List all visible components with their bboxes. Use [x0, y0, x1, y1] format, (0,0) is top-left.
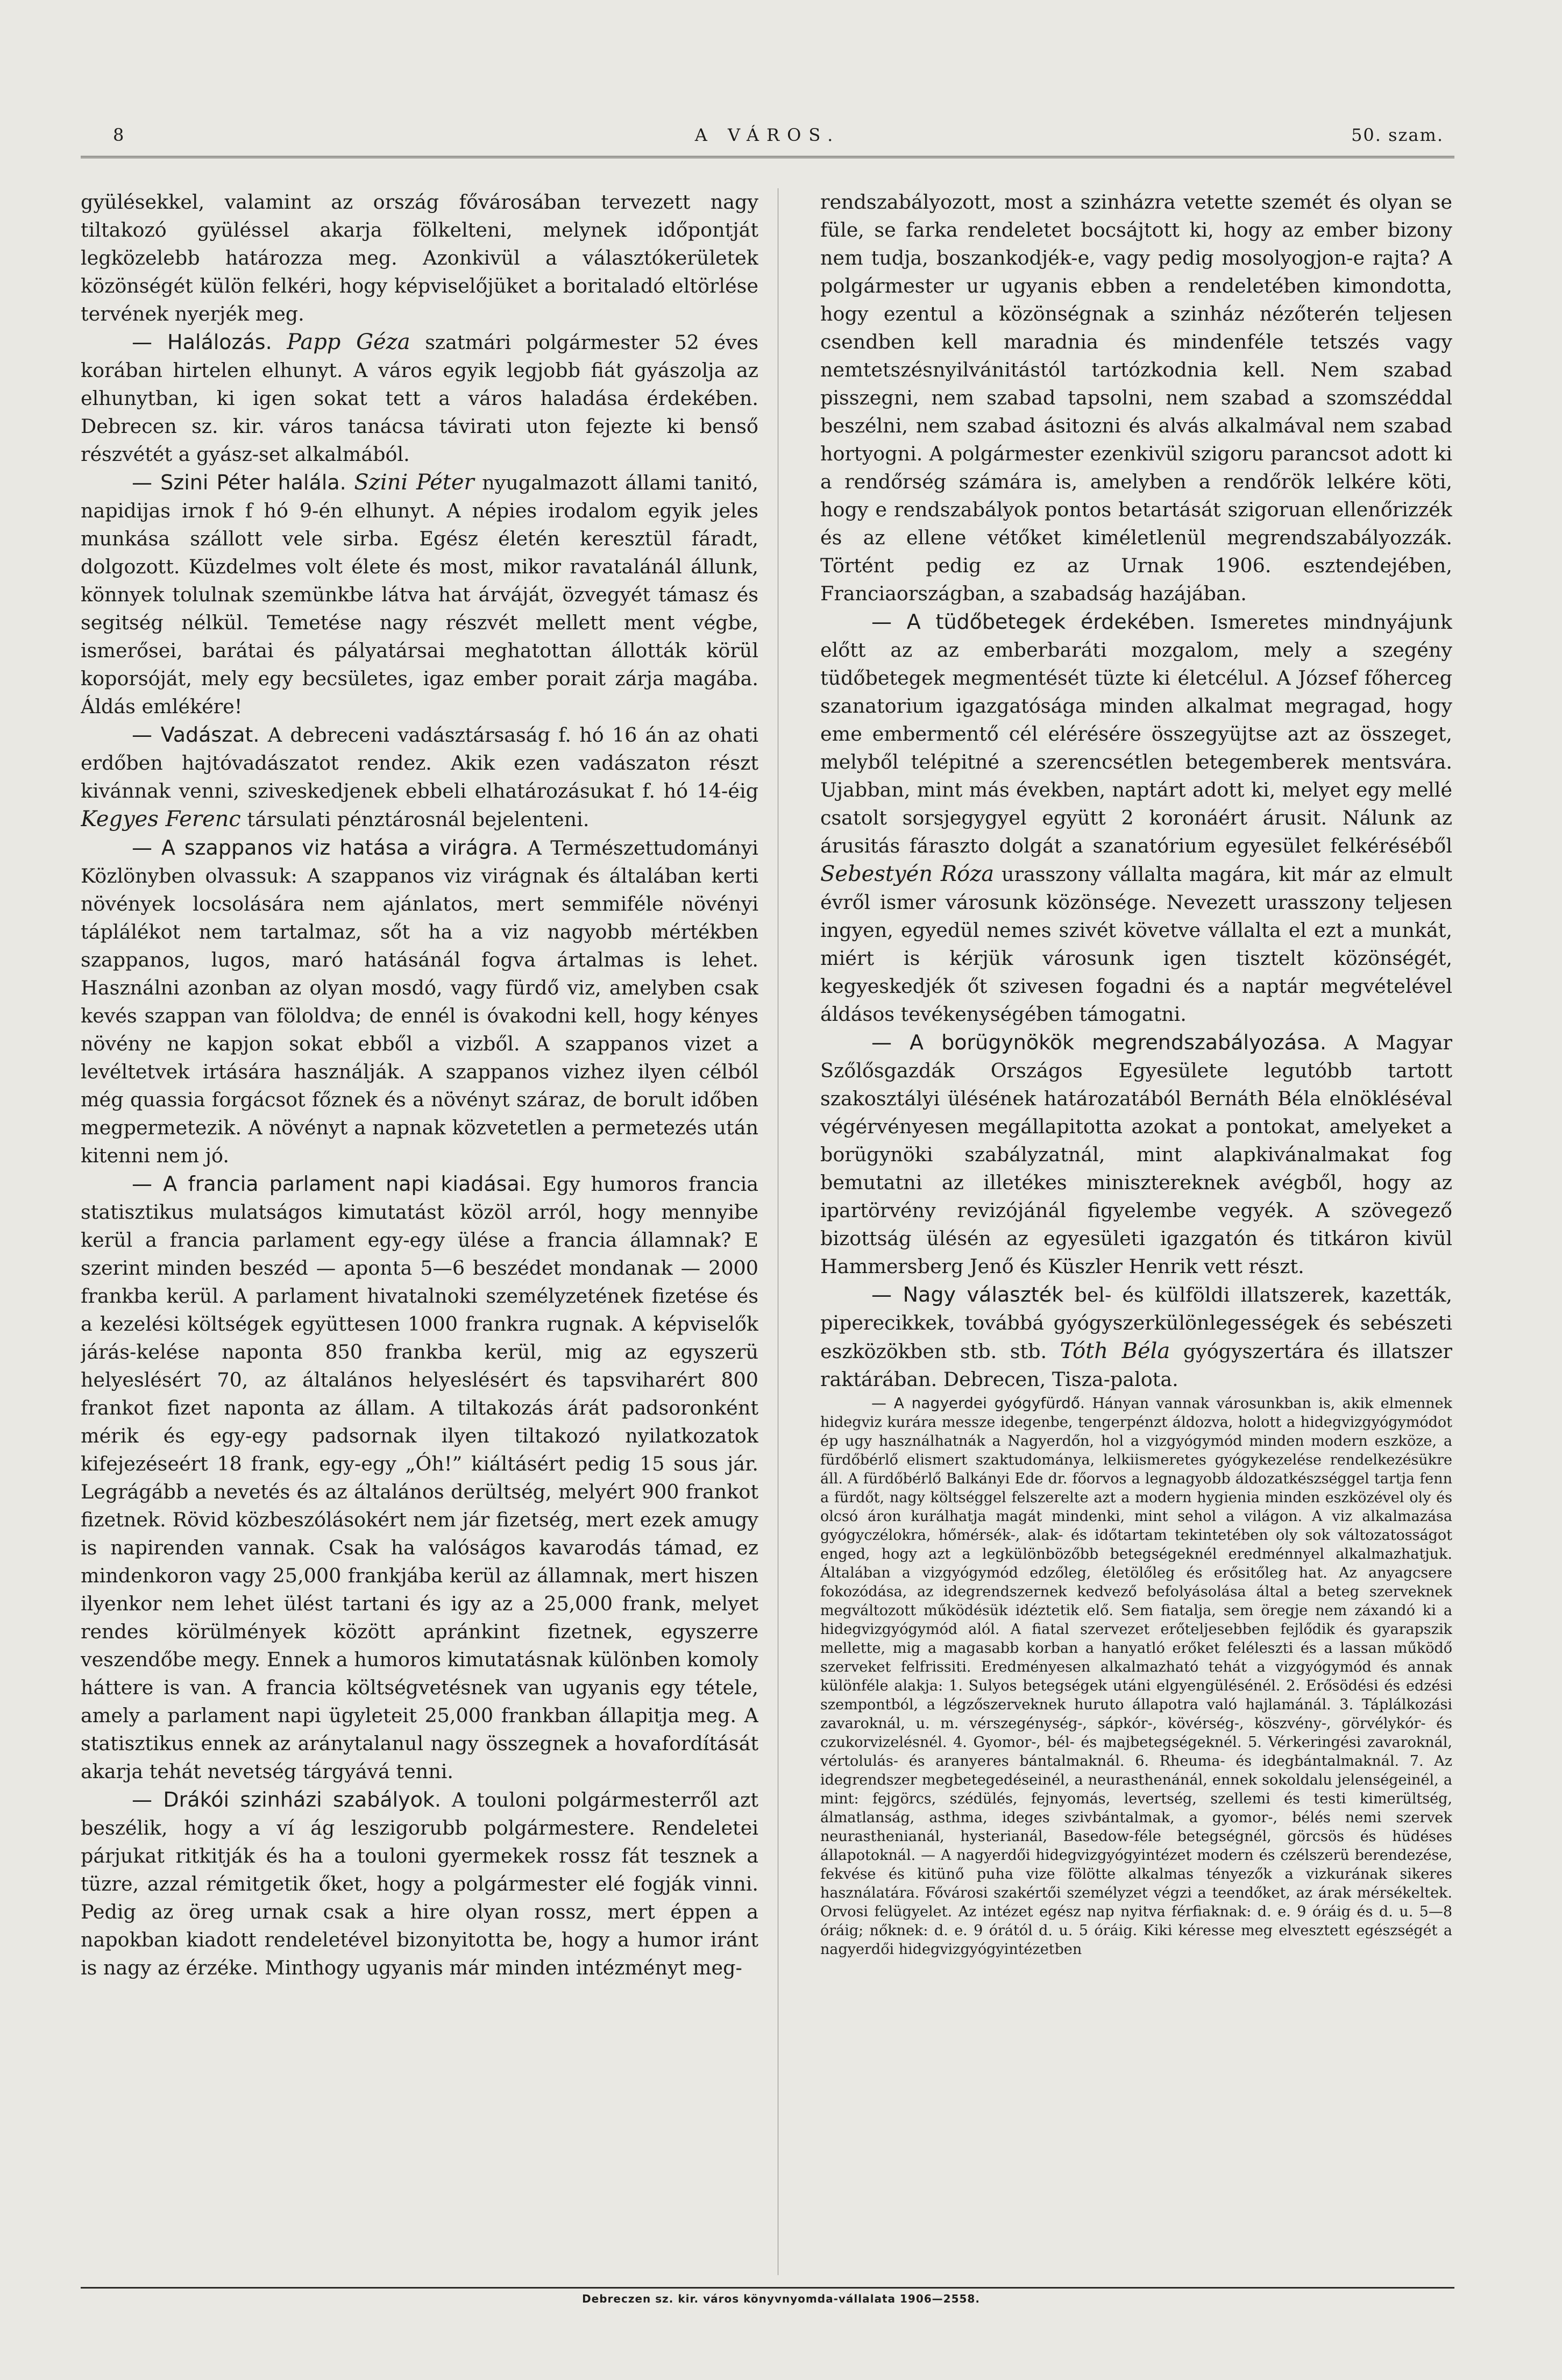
article-francia-parlament: [81, 1170, 758, 1786]
article-text: társulati pénztárosnál bejelenteni.: [240, 808, 590, 831]
article-drakoi-szinhazi: [81, 1786, 758, 1982]
footer-rule: [81, 2287, 1454, 2289]
article-text: A Magyar Szőlősgazdák Országos Egyesülete legutóbb tartott szakosztályi ülésének határozatából Bernáth Béla elnökléséval végérvényesen megállapitotta azokat a pontokat, amelyeket a borügynöki szabályzatnál, mint alapkivánalmakat fog bemutatni az illetékes minisztereknek avégből, hogy az ipartörvény revizójánál figyelembe vegyék. A szövegező bizottság ülésén az egyesületi igazgatón és titkáron kivül Hammersberg Jenő és Küszler Henrik vett részt.: [820, 1031, 1452, 1278]
advertisement-gyogyfurdo-block: [820, 1394, 1452, 1959]
article-vadaszat: [81, 721, 758, 834]
advertisement-gyogyfurdo: [820, 1394, 1452, 1959]
article-text: gyógyszertára és illatszer raktárában. Debrecen, Tisza-palota.: [820, 1340, 1452, 1391]
person-name: Szini Péter: [354, 470, 474, 495]
article-text: Ismeretes mindnyájunk előtt az az emberbaráti mozgalom, mely a szegény tüdőbetegek megmentését tüzte ki életcélul. A József főherceg szanatorium igazgatósága minden alkalmat megragad, hogy eme embermentő cél elérésére összegyüjtse azt az összeget, melyből telépitné a szerencsétlen betegemberek mentsvára. Ujabban, mint más években, naptárt adott ki, melyet egy mellé csatolt sorsjegygyel együtt 2 koronáért árusit. Nálunk az árusitás fáraszto dolgát a szanatórium egyesület felkéréséből: [820, 610, 1452, 857]
article-text: Hányan vannak városunkban is, akik elmennek hidegviz kurára messze idegenbe, tengerpénzt áldozva, holott a hidegvizgyógymódot ép ugy használhatnák a Nagyerdőn, hol a vizgyógymód minden modern eszköze, a fürdőbérlő elismert szaktudománya, lelkiismeretes gyógykezelése rendelkezésükre áll. A fürdőbérlő Balkányi Ede dr. főorvos a legnagyobb áldozatkészséggel tartja fenn a fürdőt, nagy költséggel felszerelte azt a modern hygienia minden eszközével oly és olcsó áron kurálhatja magát mindenki, mint sehol a világon. A viz alkalmazása gyógyczélokra, hőmérsék-, alak- és időtartam tekintetében oly sok változatosságot enged, hogy azt a legkülönbözőbb betegségeknél eredménnyel alkalmazhatjuk. Általában a vizgyógymód edzőleg, életölőleg és erősitőleg hat. Az anyagcsere fokozódása, az idegrendszernek kedvező befolyásolása által a beteg szerveknek megváltozott működésük idéztetik elő. Sem fiatalja, sem öregje nem záxandó ki a hidegvizgyógymód alól. A fiatal szervezet erőteljesebben fejlődik és gyarapszik mellette, mig a magasabb korban a hanyatló erőket feléleszti és a lassan működő szerveket felfrissiti. Eredményesen alkalmazható tehát a vizgyógymód és annak különféle alakja: 1. Sulyos betegségek utáni elgyengülésénél. 2. Erősödési és edzési szempontból, a légzőszerveknek huruto állapotra való hajlamánál. 3. Táplálkozási zavaroknál, u. m. vérszegénység-, sápkór-, kövérség-, köszvény-, görvélykór- és czukorvizelésnél. 4. Gyomor-, bél- és majbetegségeknél. 5. Vérkeringési zavaroknál, vértolulás- és aranyeres bántalmaknál. 6. Rheuma- és idegbántalmaknál. 7. Az idegrendszer megbetegedéseinél, a neurasthenánál, ennek sokoldalu jelenségeinél, a mint: fejgörcs, szédülés, fejnyomás, levertség, szellemi és testi kimerültség, álmatlanság, asthma, ideges szivbántalmak, a gyomor-, bélés nemi szervek neurasthenianál, hysterianál, Basedow-féle betegségnél, görcsös és hüdéses állapotoknál. — A nagyerdői hidegvizgyógyintézet modern és czélszerü berendezése, fekvése és kitünő puha vize fölötte alkalmas tényezők a vizkurának sikeres használatára. Fővárosi szakértői személyzet végzi a teendőket, az árak mérsékeltek. Orvosi felügyelet. Az intézet egész nap nyitva férfiaknak: d. e. 9 óráig és d. u. 5—8 óráig; nőknek: d. e. 9 órától d. u. 5 óráig. Kiki kéresse meg elvesztett egészségét a nagyerdői hidegvizgyógyintézetben: [820, 1395, 1452, 1958]
article-heading: — Szini Péter halála.: [132, 471, 346, 494]
article-text: A debreceni vadásztársaság f. hó 16 án az ohati erdőben hajtóvadászatot rendez. Akik ezen vadászaton részt kivánnak venni, sziveskedjenek ebbeli elhatározásukat f. hó 14-éig: [81, 723, 758, 802]
article-text: bel- és külföldi illatszerek, kazetták, piperecikkek, továbbá gyógyszerkülönlegességek és sebészeti eszközökben stb. stb.: [820, 1283, 1452, 1363]
article-text: urasszony vállalta magára, kit már az elmult évről ismer városunk közönsége. Nevezett urasszony teljesen ingyen, egyedül nemes szivét követve vállalta el ezt a munkát, miért is kérjük városunk igen tisztelt közönségét, kegyeskedjék őt szivesen fogadni és a naptár megvételével áldásos tevékenységében támogatni.: [820, 863, 1452, 1026]
advertisement-illatszer: [820, 1281, 1452, 1394]
page-header: [81, 125, 1454, 152]
article-heading: — A szappanos viz hatása a virágra.: [132, 836, 519, 859]
publication-title: A VÁROS.: [694, 125, 841, 145]
article-text: Egy humoros francia statisztikus mulatságos kimutatást közöl arról, hogy mennyibe kerül a francia parlament egy-egy ülése a francia államnak? E szerint minden beszéd — aponta 5—6 beszédet mondanak — 2000 frankba kerül. A parlament hivatalnoki személyzetének fizetése és a kezelési költségek együttesen 1000 frankra rugnak. A képviselők járás-kelése naponta 850 frankba kerül, mig az egyszerü helyeslésért 70, az általános helyeslésért és tapsviharért 800 frankot fizet naponta az állam. A tiltakozás árát padsoronként mérik és egy-egy padsornak ilyen tiltakozó nyilatkozatok kifejezéseért 18 frank, egy-egy „Óh!” kiáltásért pedig 15 sous jár. Legrágább a nevetés és az általános derültség, melyért 900 frankot fizetnek. Rövid közbeszólásokért nem jár fizetség, mert ezek amugy is napirenden vannak. Csak ha valóságos kavarodás támad, ez mindenkoron vagy 25,000 frankjába kerül az államnak, mert hiszen ilyenkor nem lehet ülést tartani és igy az a 25,000 frank, melyet rendes körülmények között apránkint fizetnek, egyszerre veszendőbe megy. Ennek a humoros kimutatásnak különben komoly háttere is van. A francia költségvetésnek van ugyanis egy tétele, amely a parlament napi ügyleteit 25,000 frankban állapitja meg. A statisztikus ennek az aránytalanul nagy összegnek a hovafordítását akarja tehát nevetség tárgyává tenni.: [81, 1173, 758, 1783]
article-text: A touloni polgármesterről azt beszélik, hogy a ví ág leszigorubb polgármestere. Rendeletei párjukat ritkitják és ha a touloni gyermekek rossz fát tesznek a tüzre, azzal rémitgetik őket, hogy a polgármester elé fogják vinni. Pedig az öreg urnak csak a hire olyan rossz, mert éppen a napokban kiadott rendeletével bizonyitotta be, hogy a humor iránt is nagy az érzéke. Minthogy ugyanis már minden intézményt meg-: [81, 1788, 758, 1979]
article-heading: — Nagy választék: [871, 1283, 1064, 1306]
article-szini-peter: [81, 468, 758, 721]
article-borugynokok: [820, 1028, 1452, 1281]
right-column: [820, 188, 1452, 2280]
article-heading: — Halálozás.: [132, 330, 272, 354]
article-tudobetegek: [820, 608, 1452, 1028]
article-heading: — A francia parlament napi kiadásai.: [132, 1172, 532, 1196]
article-text: A Természettudományi Közlönyben olvassuk: A szappanos viz virágnak és általában kerti növények locsolására nem ajánlatos, mert semmiféle növényi táplálékot nem tartalmaz, sőt ha a viz nagyobb mértékben szappanos, lugos, maró hatásánál fogva ártalmas is lehet. Használni azonban az olyan mosdó, vagy fürdő viz, amelyben csak kevés szappan van föloldva; de ennél is óvakodni kell, hogy kényes növény ne kapjon sokat ebből a vizből. A szappanos vizet a levéltetvek irtására használják. A szappanos vizhez ilyen célból még quassia forgácsot főznek és a növényt száraz, de borult időben megpermetezik. A növényt a napnak közvetetlen a permetezés után kitenni nem jó.: [81, 836, 758, 1167]
person-name: Tóth Béla: [1060, 1339, 1170, 1363]
printer-imprint: Debreczen sz. kir. város könyvnyomda-vállalata 1906—2558.: [582, 2292, 980, 2305]
article-continuation: gyülésekkel, valamint az ország fővárosában tervezett nagy tiltakozó gyüléssel akarja fölkelteni, melynek időpontját legközelebb határozza meg. Azonkivül a választókerületek közönségét külön felkéri, hogy képviselőjüket a boritaladó eltörlése tervének nyerjék meg.: [81, 190, 758, 325]
page-number: 8: [113, 125, 125, 145]
article-text: szatmári polgármester 52 éves korában hirtelen elhunyt. A város egyik legjobb fiát gyászolja az elhunytban, ki igen sokat tett a város haladása érdekében. Debrecen sz. kir. város tanácsa távirati uton fejezte ki benső részvétét a gyász-set alkalmából.: [81, 331, 758, 466]
person-name: Sebestyén Róza: [820, 862, 995, 886]
article-szappanos-viz: [81, 834, 758, 1170]
person-name: Kegyes Ferenc: [81, 807, 241, 832]
article-heading: — A tüdőbetegek érdekében.: [871, 610, 1196, 634]
article-heading: — A nagyerdei gyógyfürdő.: [871, 1394, 1085, 1412]
article-halalozas: [81, 328, 758, 468]
left-column: [81, 188, 758, 2280]
article-heading: — Vadászat.: [132, 723, 260, 747]
article-continuation: rendszabályozott, most a szinházra vetette szemét és olyan se füle, se farka rendeletet bocsájtott ki, hogy az ember bizony nem tudja, boszankodjék-e, vagy pedig mosolyogjon-e rajta? A polgármester ur ugyanis ebben a rendeletében kimondotta, hogy ezentul a közönségnak a szinház nézőterén teljesen csendben kell maradnia és mindenféle tetszés vagy nemtetszésnyilvánitástól tartózkodnia kell. Nem szabad pisszegni, nem szabad tapsolni, nem szabad a szomszéddal beszélni, nem szabad ásitozni és alvás alkalmával nem szabad hortyogni. A polgármester ezenkivül szigoru parancsot adott ki a rendőrség számára is, amelyben a rendőrök lelkére köti, hogy e rendszabályok pontos betartását szigoruan ellenőrizzék és az ellene vétőket kiméletlenül megrendszabályozzák. Történt pedig ez az Urnak 1906. esztendejében, Franciaországban, a szabadság hazájában.: [820, 190, 1452, 605]
article-text: nyugalmazott állami tanitó, napidijas irnok f hó 9-én elhunyt. A népies irodalom egyik jeles munkása szállott vele sirba. Egész életén keresztül fáradt, dolgozott. Küzdelmes volt élete és most, mikor ravatalánál állunk, könnyek tolulnak szemünkbe látva hat árváját, özvegyét támasz és segitség nélkül. Temetése nagy részvét mellett ment végbe, ismerősei, barátai és pályatársai meghatottan állották körül koporsóját, mely egy becsületes, igaz ember porait zárja magába. Áldás emlékére!: [81, 471, 758, 718]
article-heading: — A borügynökök megrendszabályozása.: [871, 1031, 1327, 1054]
person-name: Papp Géza: [287, 330, 410, 354]
article-heading: — Drákói szinházi szabályok.: [132, 1788, 441, 1811]
issue-number: 50. szam.: [1351, 125, 1444, 145]
header-rule: [81, 156, 1454, 158]
